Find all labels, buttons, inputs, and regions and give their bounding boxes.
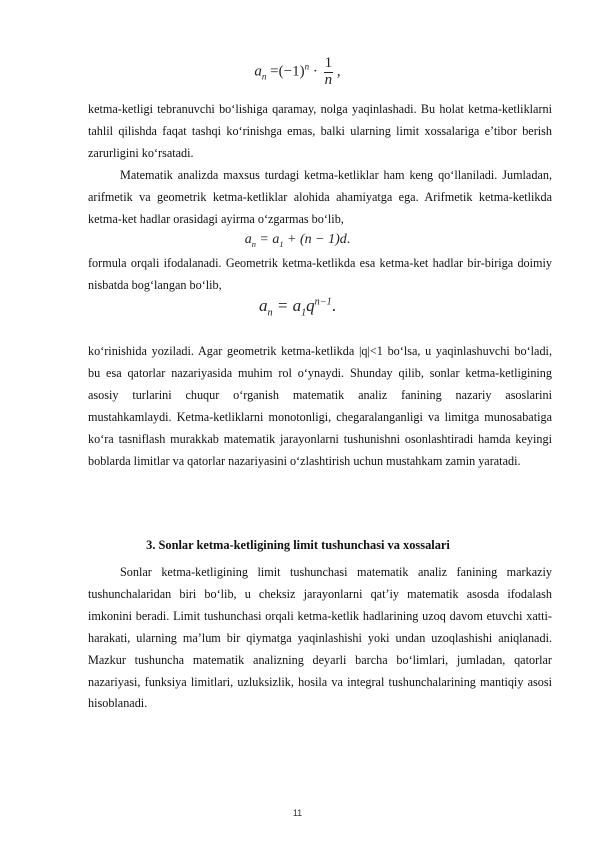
formula-term: = a (276, 296, 302, 315)
formula-fraction (324, 56, 334, 89)
formula-subscript: 1 (301, 307, 307, 319)
formula-subscript: n (261, 71, 267, 82)
formula-term: q (306, 296, 315, 315)
paragraph: ketma-ketligi tebranuvchi bo‘lishiga qaramay, nolga yaqinlashadi. Bu holat ketma-ketliklarni tahlil qilishda faqat tashqi ko‘rinishga emas, balki ularning limit xossalariga e’tibor berish zarurligini ko‘rsatadi. (88, 102, 552, 160)
formula-punctuation: . (331, 296, 336, 315)
formula-subscript: 1 (279, 239, 284, 249)
section-heading: 3. Sonlar ketma-ketligining limit tushunchasi va xossalari (146, 538, 450, 552)
formula-term: a (259, 296, 268, 315)
formula-term: a (244, 232, 252, 247)
formula-exponent: n (304, 61, 310, 72)
formula-geometric-sequence (0, 296, 595, 318)
page-number: 11 (292, 808, 303, 818)
formula-punctuation: . (346, 232, 351, 247)
formula-subscript: n (251, 239, 256, 249)
formula-term: + (n − 1)d (287, 232, 347, 247)
paragraph: ko‘rinishida yoziladi. Agar geometrik ketma-ketlikda |q|<1 bo‘lsa, u yaqinlashuvchi bo‘ladi, bu esa qatorlar nazariyasida muhim rol o‘ynaydi. Shunday qilib, sonlar ketma-ketligining asosiy turlarini chuqur o‘rganish matematik analiz fanining nazariy asoslarini mustahkamlaydi. Ketma-ketliklarni monotonligi, chegaralanganligi va limitga munosabatiga ko‘ra tasniflash murakkab matematik jarayonlarni tushunishni osonlashtiradi hamda keyingi boblarda limitlar va qatorlar nazariyasini o‘zlashtirish uchun mustahkam zamin yaratadi. (88, 344, 552, 468)
formula-term: = a (259, 232, 280, 247)
formula-operator: · (312, 63, 318, 80)
paragraph: Sonlar ketma-ketligining limit tushunchasi matematik analiz fanining markaziy tushunchalaridan biri bo‘lib, u cheksiz jarayonlarni qat’iy matematik asosda ifodalash imkonini beradi. Limit tushunchasi orqali ketma-ketlik hadlarining uzoq davom etuvchi xatti-harakati, ularning ma’lum bir qiymatga yaqinlashishi yoki undan uzoqlashishi aniqlanadi. Mazkur tushuncha matematik analizning deyarli barcha bo‘limlari, jumladan, qatorlar nazariyasi, funksiya limitlari, uzluksizlik, hosila va integral tushunchalarining mantiqiy asosi hisoblanadi. (88, 565, 552, 711)
formula-term: a (254, 63, 262, 80)
formula-punctuation: , (336, 63, 341, 80)
formula-oscillating-sequence (0, 56, 595, 89)
formula-exponent: n−1 (314, 296, 332, 308)
paragraph: Matematik analizda maxsus turdagi ketma-ketliklar ham keng qo‘llaniladi. Jumladan, arifmetik va geometrik ketma-ketliklar alohida ahamiyatga ega. Arifmetik ketma-ketlikda ketma-ket hadlar orasidagi ayirma o‘zgarmas bo‘lib, (88, 168, 552, 226)
paragraph: formula orqali ifodalanadi. Geometrik ketma-ketlikda esa ketma-ket hadlar bir-biriga doimiy nisbatda bog‘langan bo‘lib, (88, 256, 552, 292)
formula-arithmetic-sequence (0, 232, 595, 249)
formula-subscript: n (267, 307, 273, 319)
fraction-denominator: n (324, 71, 333, 88)
formula-term: =(−1) (270, 63, 305, 80)
fraction-numerator: 1 (324, 55, 333, 71)
